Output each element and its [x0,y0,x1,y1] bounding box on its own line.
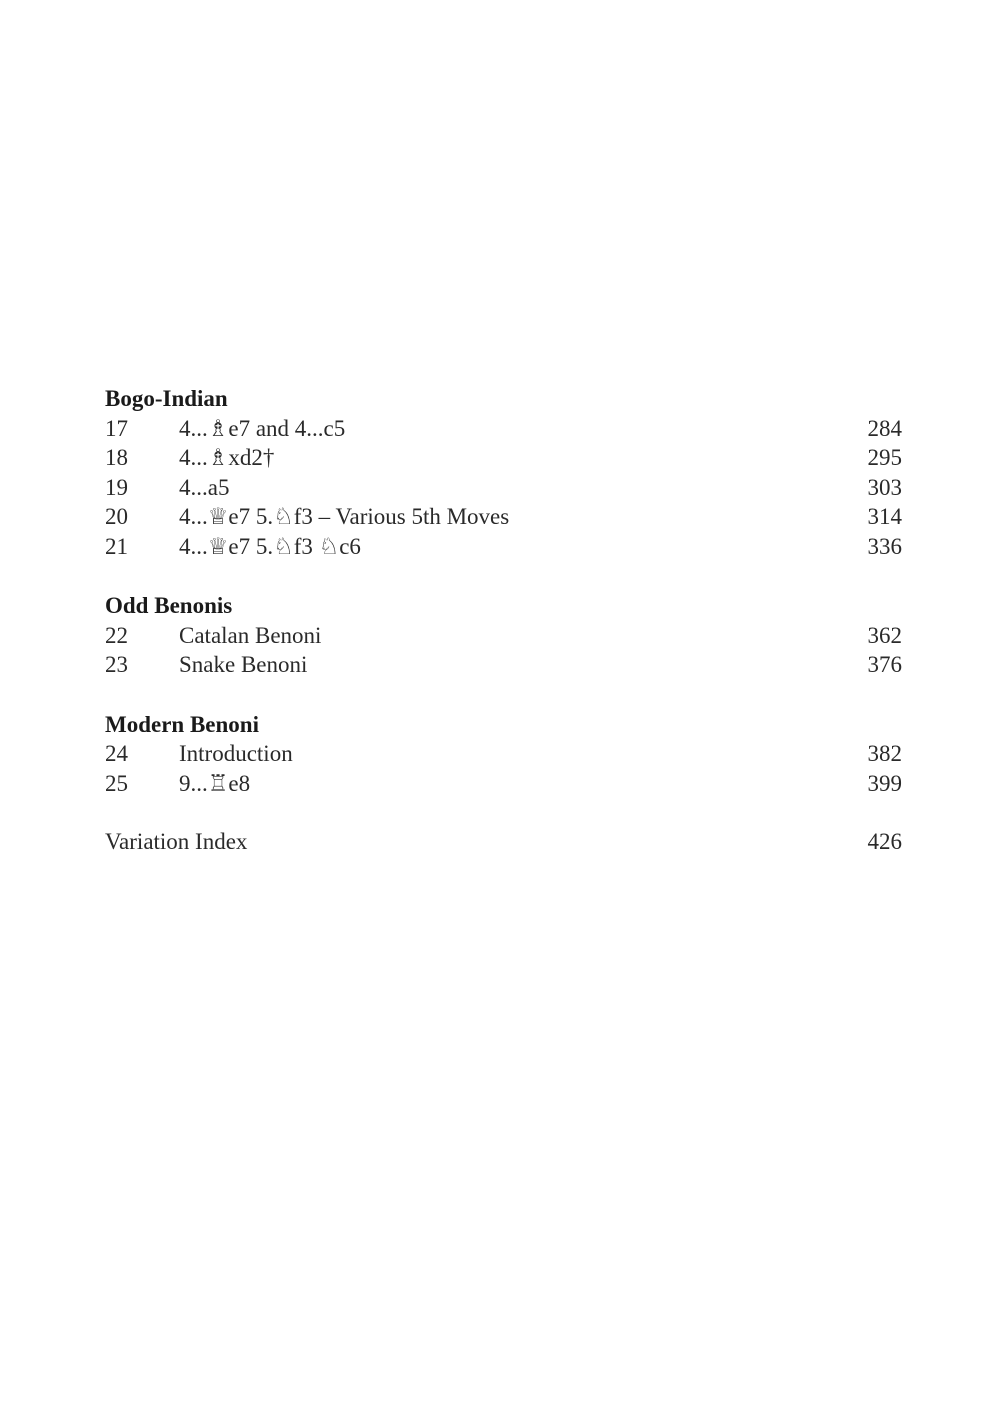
chapter-number: 17 [105,415,128,441]
chapter-title: Snake Benoni [179,652,308,677]
page-number: 426 [867,829,902,854]
toc-entry [105,650,902,680]
chapter-title: 4...♗xd2† [179,445,275,470]
chapter-number: 19 [105,474,128,500]
section-modern-benoni [105,710,902,799]
page-number: 295 [867,445,902,470]
page-number: 336 [867,533,902,559]
toc-entry [105,473,902,503]
chapter-title: 9...♖e8 [179,770,251,796]
chapter-title: 4...♗e7 and 4...c5 [179,415,346,441]
chapter-number: 25 [105,770,128,796]
section-heading: Odd Benonis [105,593,233,618]
chapter-title: 4...♕e7 5.♘f3 – Various 5th Moves [179,504,510,529]
section-odd-benonis [105,591,902,680]
toc-entry [105,414,902,444]
spacer [105,561,902,591]
chapter-title: 4...♕e7 5.♘f3 ♘c6 [179,533,361,559]
page-number: 284 [867,415,902,441]
toc-entry [105,621,902,651]
chapter-title: 4...a5 [179,474,230,500]
variation-index-entry [105,827,902,857]
page-number: 382 [867,741,902,766]
chapter-number: 21 [105,533,128,559]
chapter-number: 18 [105,445,128,470]
index-title: Variation Index [105,829,248,854]
page-number: 303 [867,474,902,500]
section-heading: Modern Benoni [105,711,259,737]
toc-entry [105,769,902,799]
spacer [105,798,902,827]
chapter-number: 23 [105,652,128,677]
section-bogo-indian [105,384,902,561]
chapter-number: 20 [105,504,128,529]
toc-entry [105,443,902,473]
chapter-title: Introduction [179,741,293,766]
toc-entry [105,502,902,532]
page-number: 362 [867,622,902,648]
page-number: 376 [867,652,902,677]
page-number: 399 [867,770,902,796]
table-of-contents [105,384,902,857]
toc-entry [105,532,902,562]
chapter-number: 22 [105,622,128,648]
chapter-title: Catalan Benoni [179,622,322,648]
toc-entry [105,739,902,769]
page-number: 314 [867,504,902,529]
section-heading: Bogo-Indian [105,386,228,411]
spacer [105,680,902,710]
chapter-number: 24 [105,741,128,766]
